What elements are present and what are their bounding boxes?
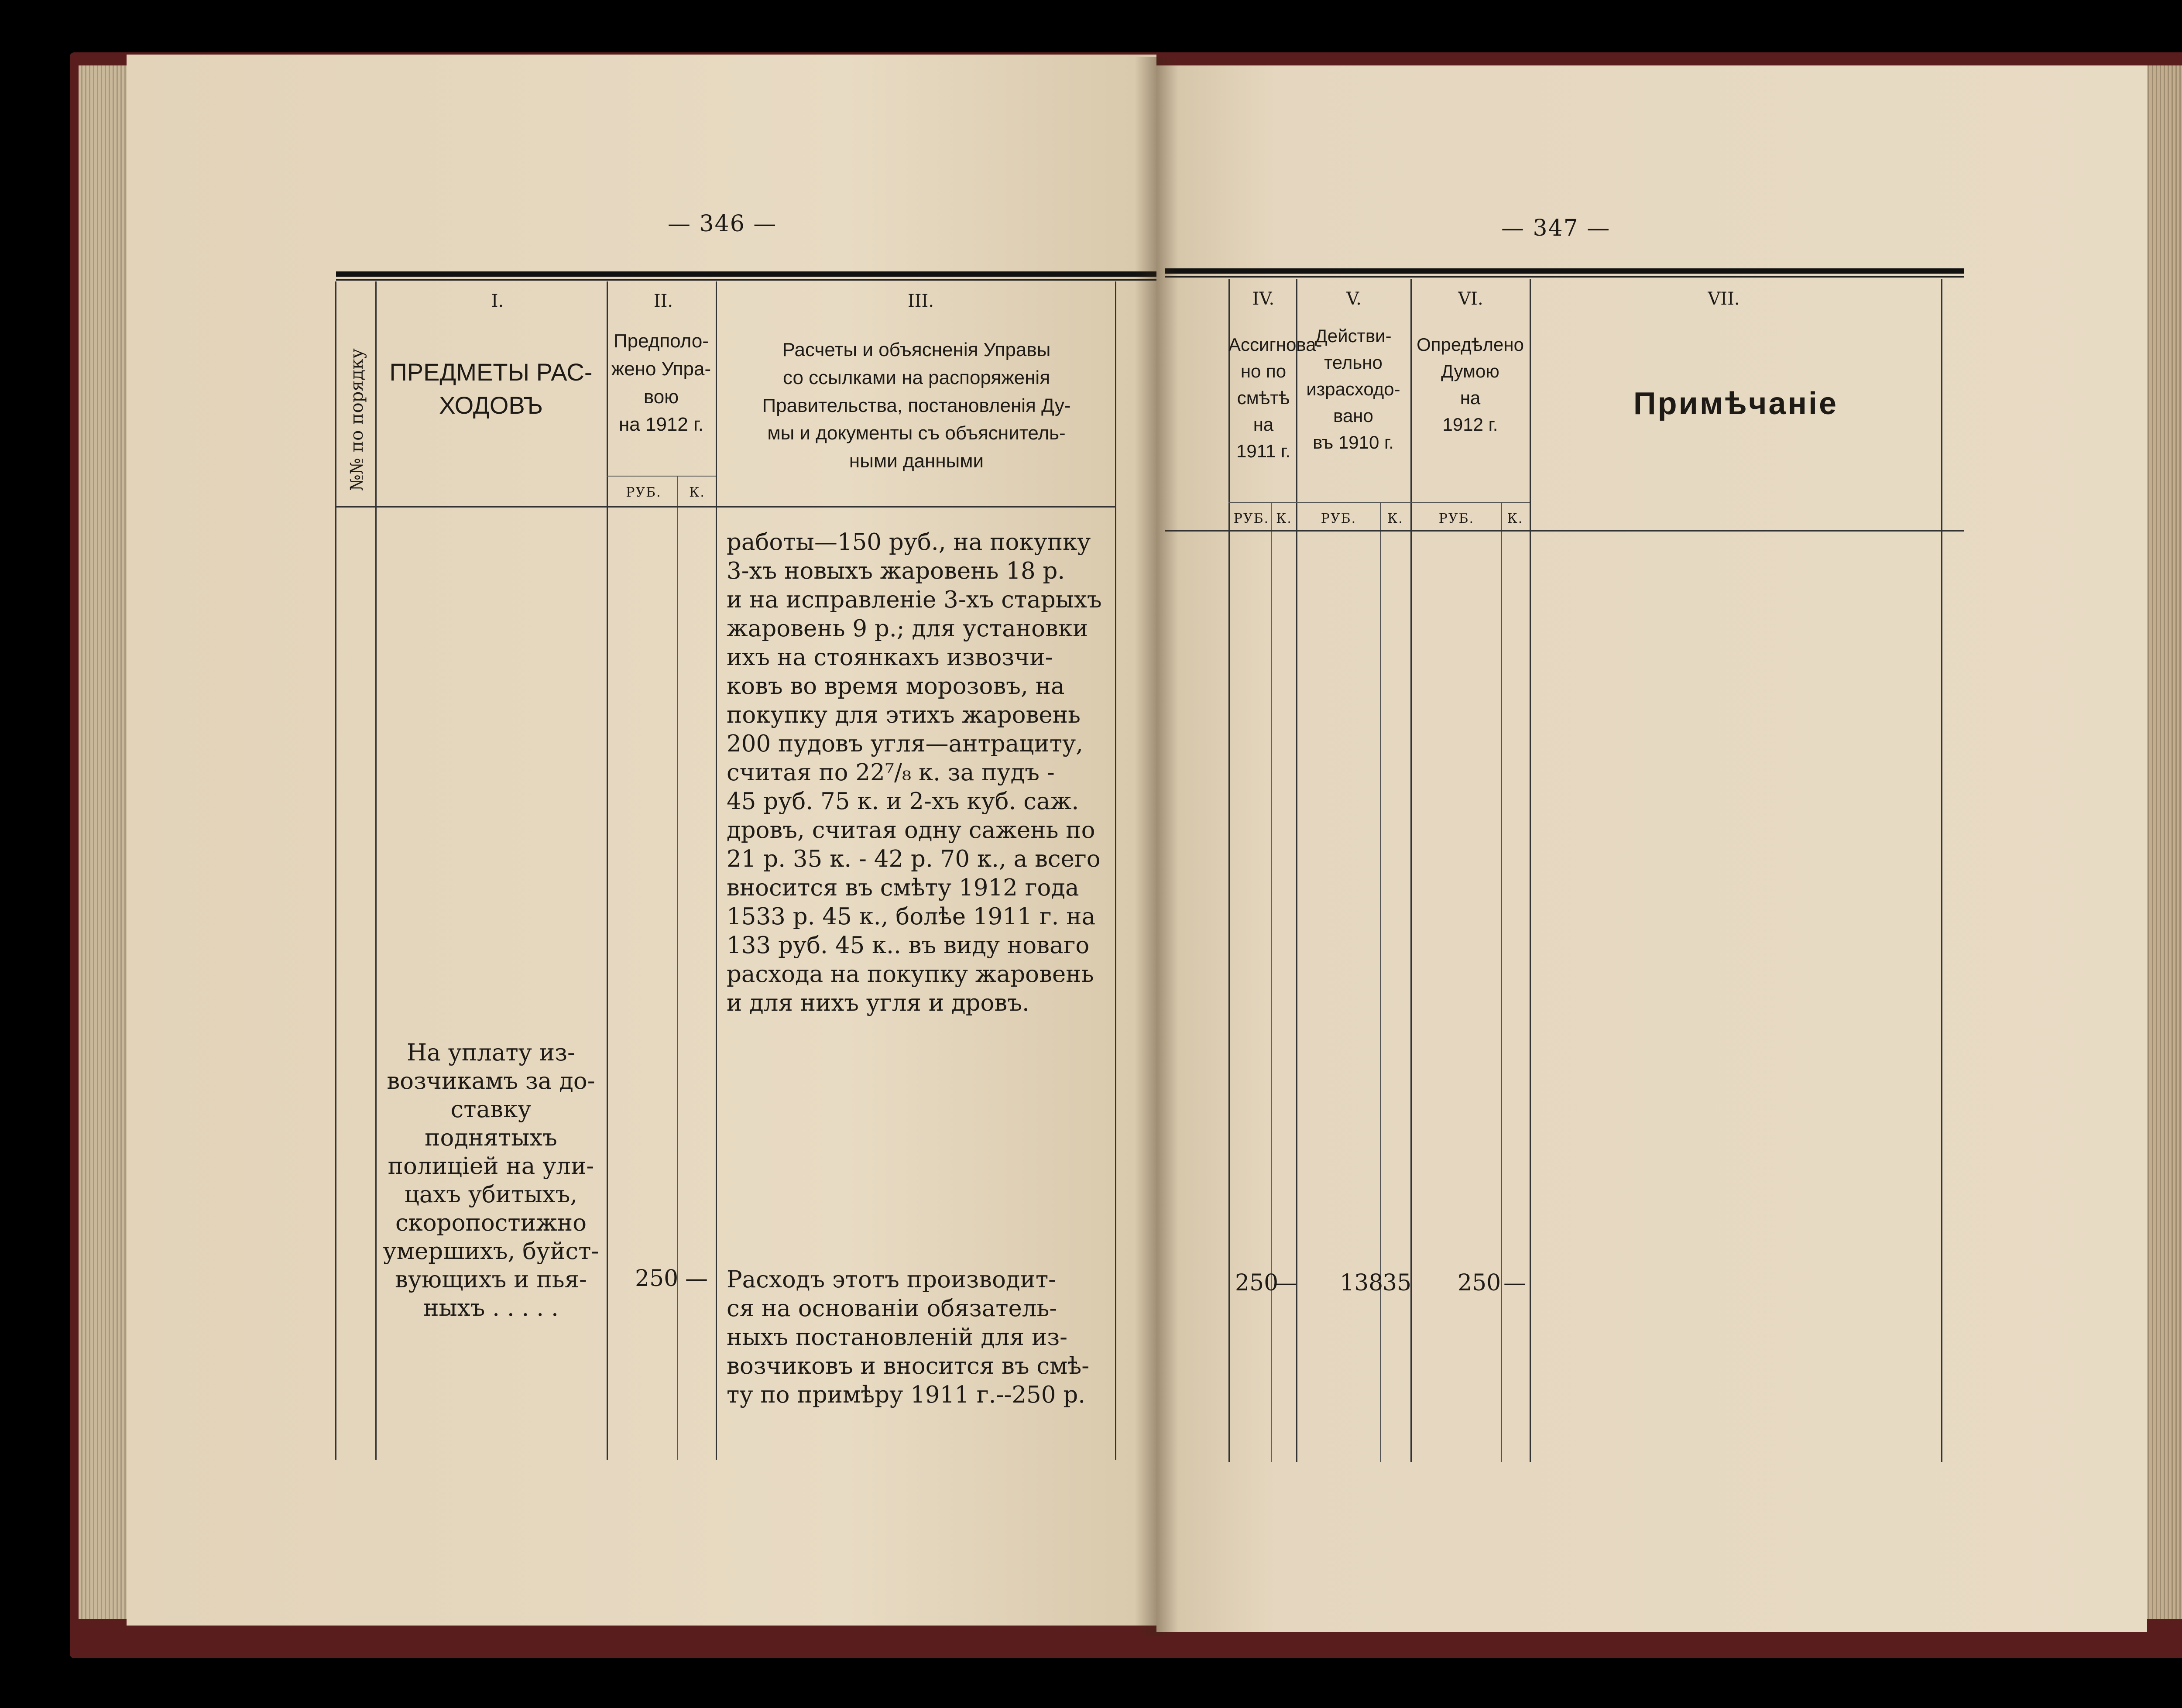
- col6-unit-kop: К.: [1507, 511, 1523, 526]
- col2-amount-kop: —: [685, 1266, 708, 1292]
- order-number-header: №№ по порядку: [347, 348, 367, 491]
- table-top-rule: [336, 271, 1156, 277]
- col2-numeral: II.: [653, 291, 673, 311]
- col6-unit-rub: РУБ.: [1438, 511, 1475, 526]
- col2-title: Предполо- жено Упра- вою на 1912 г.: [611, 330, 711, 436]
- col7-title: Примѣчаніе: [1633, 386, 1839, 421]
- col2-unit-rub: РУБ.: [626, 485, 662, 500]
- col5-value-rub: 138: [1340, 1270, 1383, 1296]
- col4-unit-rub: РУБ.: [1233, 511, 1269, 526]
- col6-value-rub: 250: [1458, 1270, 1501, 1296]
- col4-title: Ассигнова- но по смѣтѣ на 1911 г.: [1228, 334, 1322, 461]
- expense-item-text: На уплату из- возчикамъ за до- ставку поднятыхъ полиціей на ули- цахъ убитыхъ, скоропостижно умершихъ, буйст- вующихъ и пья- ныхъ . . . . .: [383, 1039, 599, 1321]
- col1-title: ПРЕДМЕТЫ РАС- ХОДОВЪ: [389, 358, 593, 419]
- col2-amount-rub: 250: [635, 1266, 679, 1292]
- col5-title: Действи- тельно израсходо- вано въ 1910 г.: [1306, 326, 1400, 453]
- page-number-right: — 347 —: [1501, 215, 1611, 241]
- col7-numeral: VII.: [1708, 289, 1740, 309]
- right-page: [1156, 65, 2147, 1632]
- explanation-continued: работы—150 руб., на покупку 3-хъ новыхъ жаровень 18 р. и на исправленіе 3-хъ старыхъ жаровень 9 р.; для установки ихъ на стоянкахъ извозчи- ковъ во время морозовъ, на покупку для этихъ жаровень 200 пудовъ угля—антрациту, считая по 22⁷/₈ к. за пудъ - 45 руб. 75 к. и 2-хъ куб. саж. дровъ, считая одну сажень по 21 р. 35 к. - 42 р. 70 к., а всего вносится въ смѣту 1912 года 1533 р. 45 к., болѣе 1911 г. на 133 руб. 45 к.. въ виду новаго расхода на покупку жаровень и для нихъ угля и дровъ.: [727, 529, 1102, 1016]
- col3-numeral: III.: [907, 291, 934, 311]
- col5-value-kop: 35: [1383, 1270, 1412, 1296]
- col4-numeral: IV.: [1252, 289, 1275, 309]
- col4-value-kop: —: [1274, 1270, 1297, 1296]
- page-number-left: — 346 —: [668, 211, 777, 237]
- item-explanation: Расходъ этотъ производит- ся на основаніи обязатель- ныхъ постановленій для из- возчиковъ и вносится въ смѣ- ту по примѣру 1911 г.--250 р.: [727, 1266, 1090, 1408]
- col6-numeral: VI.: [1458, 289, 1483, 309]
- table-top-rule-right: [1165, 268, 1964, 274]
- col5-unit-kop: К.: [1387, 511, 1403, 526]
- col5-numeral: V.: [1346, 289, 1362, 309]
- col2-unit-kop: К.: [689, 485, 705, 500]
- col1-numeral: I.: [491, 291, 504, 311]
- col6-value-kop: —: [1503, 1270, 1526, 1296]
- col4-value-rub: 250: [1235, 1270, 1279, 1296]
- col6-title: Опредѣлено Думою на 1912 г.: [1417, 334, 1524, 435]
- book-gutter: [1135, 57, 1178, 1636]
- col4-unit-kop: К.: [1276, 511, 1292, 526]
- col3-title: Расчеты и объясненія Управы со ссылками на распоряженія Правительства, постановленія Ду- мы и документы съ объяснитель- ными данными: [762, 339, 1071, 472]
- left-page: [127, 55, 1156, 1626]
- col5-unit-rub: РУБ.: [1321, 511, 1357, 526]
